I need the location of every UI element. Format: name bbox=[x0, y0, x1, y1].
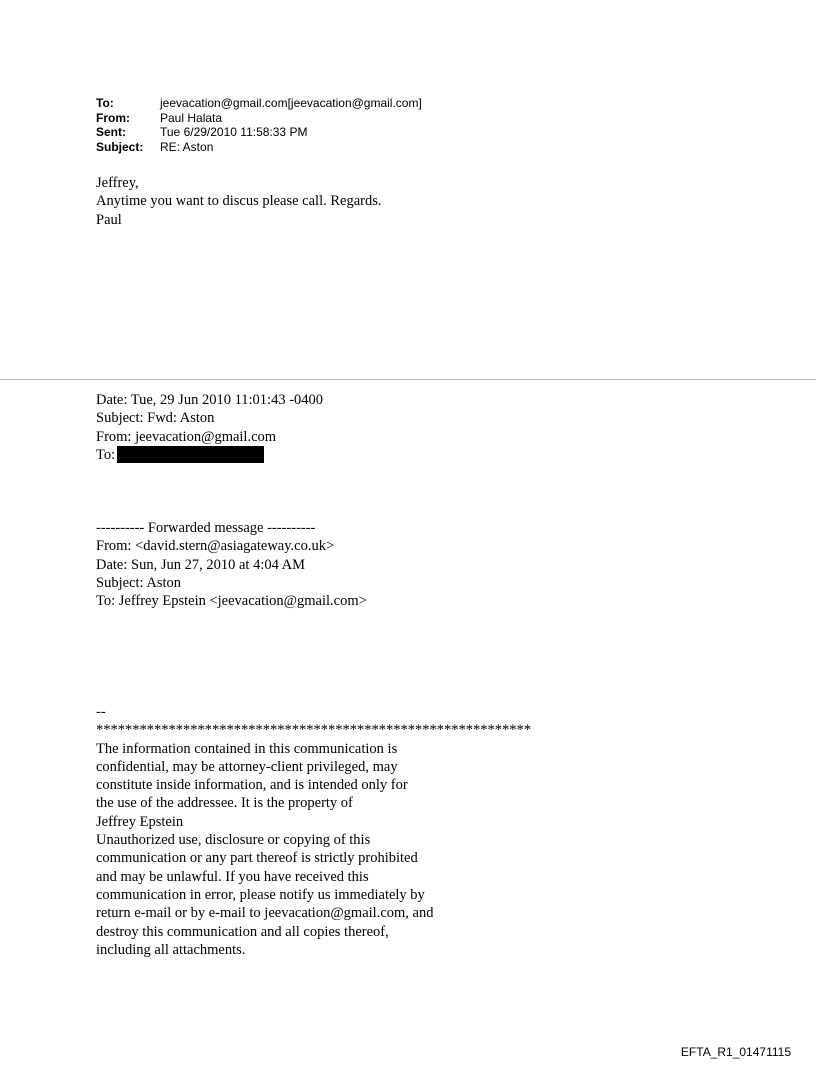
message-line: Paul bbox=[96, 211, 122, 228]
forward-date: Date: Sun, Jun 27, 2010 at 4:04 AM bbox=[96, 556, 306, 573]
forwarded-message bbox=[96, 519, 367, 610]
subject-row bbox=[96, 140, 422, 155]
disclaimer-line: Jeffrey Epstein bbox=[96, 813, 184, 830]
disclaimer-line: communication in error, please notify us immediately by bbox=[96, 886, 425, 903]
sent-label: Sent: bbox=[96, 125, 126, 139]
from-value: Paul Halata bbox=[160, 110, 223, 125]
disclaimer-line: return e-mail or by e-mail to jeevacation@gmail.com, and bbox=[96, 905, 434, 922]
message-line: Jeffrey, bbox=[96, 175, 139, 191]
disclaimer-line: destroy this communication and all copies thereof, bbox=[96, 923, 389, 940]
disclaimer-line: the use of the addressee. It is the property of bbox=[96, 795, 353, 812]
disclaimer-line: The information contained in this communication is bbox=[96, 740, 398, 757]
to-value: jeevacation@gmail.com[jeevacation@gmail.com] bbox=[160, 96, 422, 110]
quoted-date: Date: Tue, 29 Jun 2010 11:01:43 -0400 bbox=[96, 392, 324, 408]
disclaimer-line: including all attachments. bbox=[96, 941, 246, 958]
subject-value: RE: Aston bbox=[160, 139, 214, 154]
forward-to: To: Jeffrey Epstein <jeevacation@gmail.com> bbox=[96, 593, 367, 610]
to-label: To: bbox=[96, 96, 114, 110]
to-row bbox=[96, 96, 422, 111]
disclaimer-line: and may be unlawful. If you have received this bbox=[96, 868, 369, 885]
redaction-box bbox=[117, 446, 264, 463]
from-label: From: bbox=[96, 110, 130, 125]
quoted-header bbox=[96, 391, 323, 464]
signature-stars: ************************************************************ bbox=[96, 722, 531, 739]
subject-label: Subject: bbox=[96, 139, 144, 154]
email-header bbox=[96, 96, 422, 154]
confidentiality-disclaimer bbox=[96, 703, 531, 959]
quoted-from: From: jeevacation@gmail.com bbox=[96, 428, 277, 445]
message-line: Anytime you want to discus please call. Regards. bbox=[96, 193, 382, 210]
from-row bbox=[96, 111, 422, 126]
message-body bbox=[96, 174, 382, 229]
disclaimer-line: constitute inside information, and is intended only for bbox=[96, 777, 408, 794]
disclaimer-line: communication or any part thereof is strictly prohibited bbox=[96, 850, 418, 867]
forward-separator: ---------- Forwarded message ---------- bbox=[96, 520, 316, 536]
divider bbox=[0, 379, 816, 380]
sent-row bbox=[96, 125, 422, 140]
document-id: EFTA_R1_01471115 bbox=[680, 1045, 791, 1059]
quoted-to-label: To: bbox=[96, 446, 116, 463]
disclaimer-line: confidential, may be attorney-client privileged, may bbox=[96, 758, 398, 775]
forward-from: From: <david.stern@asiagateway.co.uk> bbox=[96, 538, 335, 555]
quoted-subject: Subject: Fwd: Aston bbox=[96, 410, 215, 427]
signature-dashes: -- bbox=[96, 704, 106, 720]
quoted-to bbox=[96, 446, 323, 464]
disclaimer-line: Unauthorized use, disclosure or copying of this bbox=[96, 832, 371, 849]
sent-value: Tue 6/29/2010 11:58:33 PM bbox=[160, 125, 308, 139]
forward-subject: Subject: Aston bbox=[96, 574, 181, 591]
